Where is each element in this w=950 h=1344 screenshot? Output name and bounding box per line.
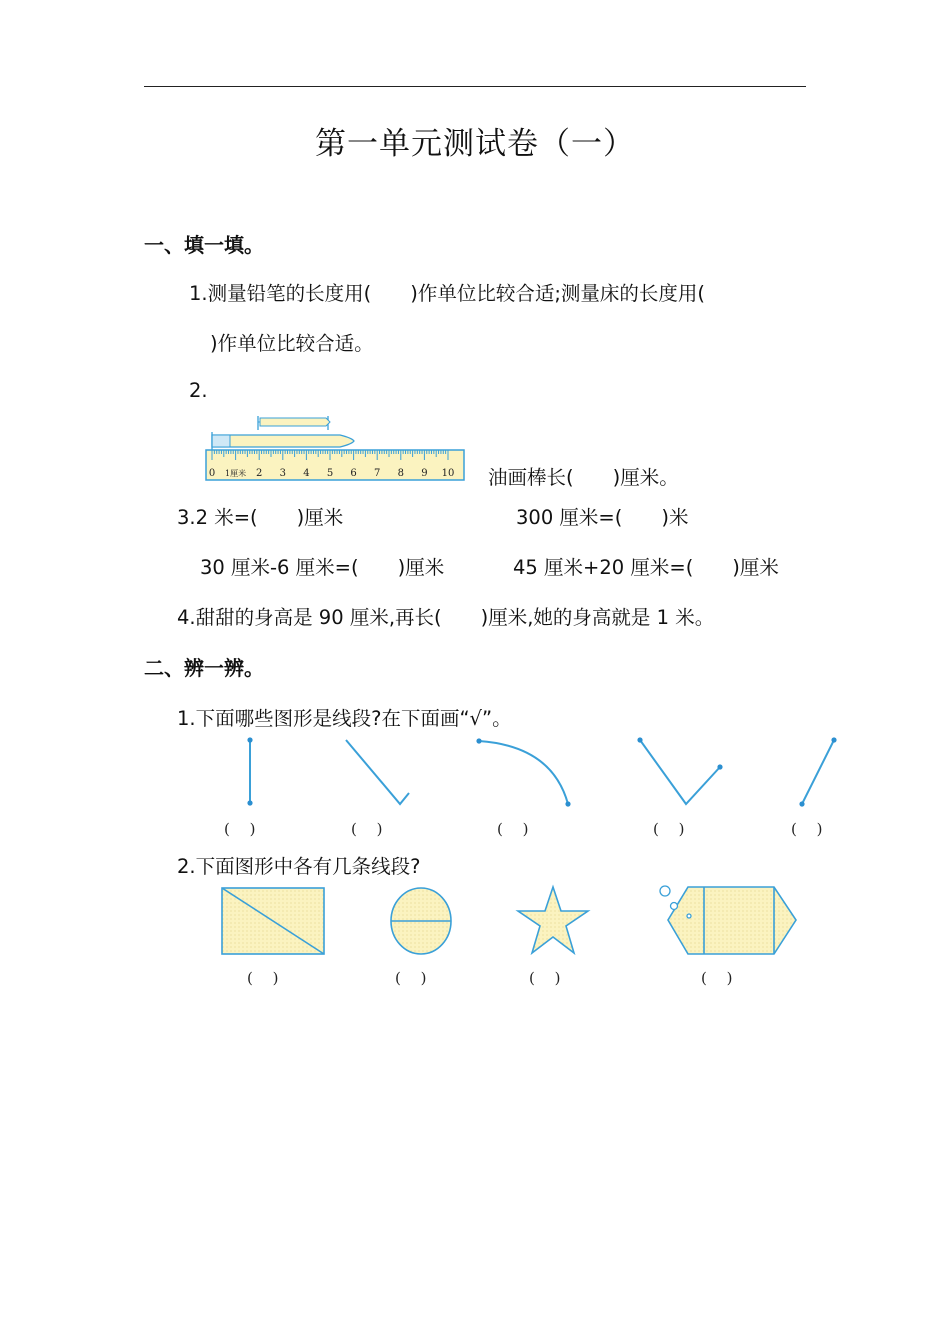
figure-angle xyxy=(640,740,720,804)
answer-blank[interactable]: ( ) xyxy=(351,820,383,838)
ruler-tick-label: 10 xyxy=(441,468,455,479)
answer-blank[interactable]: ( ) xyxy=(701,969,733,987)
answer-blank[interactable]: ( ) xyxy=(497,820,529,838)
s2-q2: 2.下面图形中各有几条线段? xyxy=(177,855,421,878)
ruler-tick-label: 8 xyxy=(397,468,404,479)
q3b: 300 厘米=( )米 xyxy=(516,506,689,529)
shape-figures xyxy=(210,882,810,962)
ruler-tick-label: 7 xyxy=(374,468,381,479)
ruler-tick-label: 9 xyxy=(421,468,428,479)
ruler-tick-label: 4 xyxy=(303,468,310,479)
answer-blank[interactable]: ( ) xyxy=(395,969,427,987)
figure-curve xyxy=(479,741,568,804)
ruler-tick-label: 1厘米 xyxy=(225,469,247,478)
page-title: 第一单元测试卷（一） xyxy=(315,126,635,162)
ruler-figure xyxy=(200,408,470,484)
segment-figures xyxy=(200,732,860,812)
section1-heading: 一、填一填。 xyxy=(144,233,264,257)
s2-q1: 1.下面哪些图形是线段?在下面画“√”。 xyxy=(177,707,512,730)
q1-line2: )作单位比较合适。 xyxy=(210,332,374,355)
figure-bent-line xyxy=(346,740,409,804)
q3a: 3.2 米=( )厘米 xyxy=(177,506,344,529)
answer-blank[interactable]: ( ) xyxy=(529,969,561,987)
ruler-tick-label: 0 xyxy=(208,468,216,479)
header-rule xyxy=(144,86,806,87)
answer-blank[interactable]: ( ) xyxy=(224,820,256,838)
q3c: 30 厘米-6 厘米=( )厘米 xyxy=(200,556,445,579)
fish-eye-icon xyxy=(687,914,691,918)
figure-slanted-segment xyxy=(802,740,834,804)
figure-star xyxy=(518,887,588,953)
answer-blank[interactable]: ( ) xyxy=(247,969,279,987)
q3d: 45 厘米+20 厘米=( )厘米 xyxy=(513,556,779,579)
answer-blank[interactable]: ( ) xyxy=(791,820,823,838)
answer-blank[interactable]: ( ) xyxy=(653,820,685,838)
section2-heading: 二、辨一辨。 xyxy=(144,656,264,680)
q1-line1: 1.测量铅笔的长度用( )作单位比较合适;测量床的长度用( xyxy=(189,282,705,305)
ruler-tick-label: 5 xyxy=(326,468,334,479)
crayon-shape xyxy=(212,435,354,447)
ruler-tick-label: 6 xyxy=(350,468,357,479)
bubble-icon xyxy=(671,903,678,910)
q2-text: 油画棒长( )厘米。 xyxy=(488,466,679,489)
ruler-tick-label: 3 xyxy=(279,468,286,479)
bubble-icon xyxy=(660,886,670,896)
q2-number: 2. xyxy=(189,379,208,402)
q4: 4.甜甜的身高是 90 厘米,再长( )厘米,她的身高就是 1 米。 xyxy=(177,606,715,629)
figure-hexagon xyxy=(668,887,796,954)
ruler-tick-label: 2 xyxy=(256,468,263,479)
